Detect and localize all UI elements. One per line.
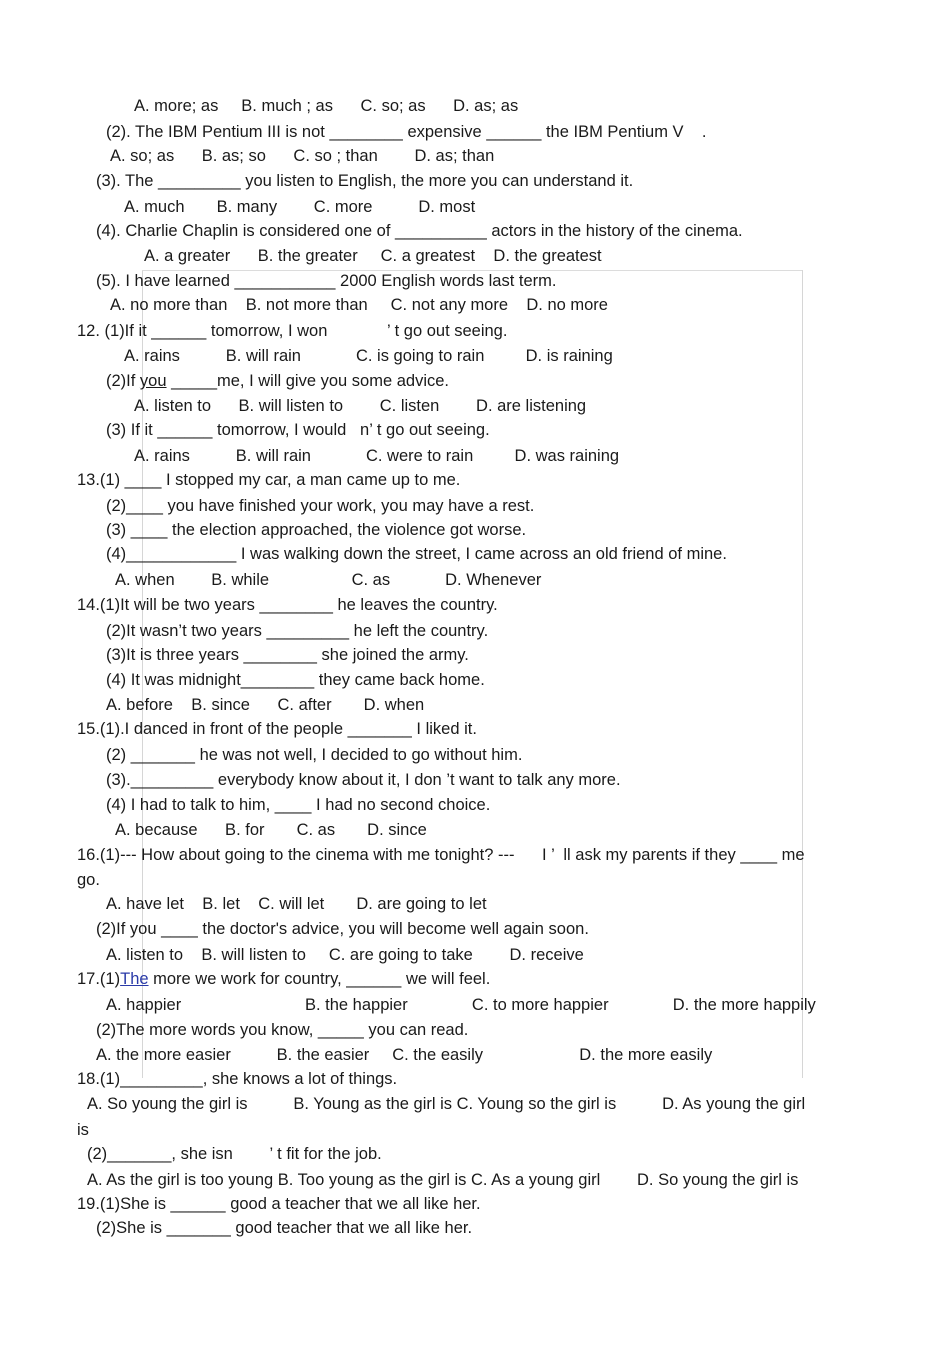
- q11-3-question: (3). The _________ you listen to English, the more you can understand it.: [96, 172, 634, 190]
- q14-1-question: 14.(1)It will be two years ________ he leaves the country.: [77, 596, 498, 614]
- q18-1-options-cont: is: [77, 1121, 89, 1139]
- q13-1-question: 13.(1) ____ I stopped my car, a man came up to me.: [77, 471, 461, 489]
- q12-1-question: 12. (1)If it ______ tomorrow, I won ’ t go out seeing.: [77, 322, 508, 340]
- q18-2-options: A. As the girl is too young B. Too young as the girl is C. As a young girl D. So young the girl is: [87, 1171, 799, 1189]
- q17-1-options: A. happier B. the happier C. to more happier D. the more happily: [106, 996, 816, 1014]
- q12-2-options: A. listen to B. will listen to C. listen D. are listening: [134, 397, 587, 415]
- q11-5-question: (5). I have learned ___________ 2000 English words last term.: [96, 272, 557, 290]
- q14-options: A. before B. since C. after D. when: [106, 696, 425, 714]
- q12-2-question: [106, 371, 449, 391]
- q17-1-underlined-word: The: [120, 970, 149, 988]
- q17-2-question: (2)The more words you know, _____ you can read.: [96, 1021, 469, 1039]
- q15-options: A. because B. for C. as D. since: [115, 821, 427, 839]
- q17-1-question: [77, 969, 490, 989]
- q15-1-question: 15.(1).I danced in front of the people _______ I liked it.: [77, 720, 477, 738]
- q12-3-question: (3) If it ______ tomorrow, I would n’ t go out seeing.: [106, 421, 490, 439]
- q12-2-rest: _____me, I will give you some advice.: [166, 372, 450, 390]
- q13-3-question: (3) ____ the election approached, the violence got worse.: [106, 521, 527, 539]
- q15-4-question: (4) I had to talk to him, ____ I had no second choice.: [106, 796, 491, 814]
- q12-1-options: A. rains B. will rain C. is going to rain D. is raining: [124, 347, 613, 365]
- q14-3-question: (3)It is three years ________ she joined the army.: [106, 646, 469, 664]
- q19-1-question: 19.(1)She is ______ good a teacher that we all like her.: [77, 1195, 481, 1213]
- q11-4-question: (4). Charlie Chaplin is considered one of __________ actors in the history of the cinema.: [96, 222, 743, 240]
- q15-2-question: (2) _______ he was not well, I decided to go without him.: [106, 746, 523, 764]
- q11-1-options: A. more; as B. much ; as C. so; as D. as; as: [134, 97, 519, 115]
- q12-2-underlined-word: you: [139, 372, 167, 390]
- q18-1-question: 18.(1)_________, she knows a lot of things.: [77, 1070, 398, 1088]
- q18-2-question: (2)_______, she isn ’ t fit for the job.: [87, 1145, 382, 1163]
- q17-2-options: A. the more easier B. the easier C. the easily D. the more easily: [96, 1046, 713, 1064]
- q12-3-options: A. rains B. will rain C. were to rain D. was raining: [134, 447, 620, 465]
- q11-3-options: A. much B. many C. more D. most: [124, 198, 476, 216]
- q16-1-question: 16.(1)--- How about going to the cinema with me tonight? --- I ’ ll ask my parents if they ____ me: [77, 846, 805, 864]
- q12-2-prefix: (2)If: [106, 372, 140, 390]
- q16-2-question: (2)If you ____ the doctor's advice, you will become well again soon.: [96, 920, 589, 938]
- q11-2-question: (2). The IBM Pentium III is not ________ expensive ______ the IBM Pentium V .: [106, 123, 707, 141]
- q13-2-question: (2)____ you have finished your work, you may have a rest.: [106, 497, 535, 515]
- q15-3-question: (3)._________ everybody know about it, I don ’t want to talk any more.: [106, 771, 621, 789]
- q11-4-options: A. a greater B. the greater C. a greatest D. the greatest: [144, 247, 602, 265]
- q16-1-options: A. have let B. let C. will let D. are going to let: [106, 895, 487, 913]
- q13-options: A. when B. while C. as D. Whenever: [115, 571, 542, 589]
- scan-artifact-line-right: [802, 270, 803, 1078]
- q17-1-prefix: 17.(1): [77, 970, 121, 988]
- q11-2-options: A. so; as B. as; so C. so ; than D. as; than: [110, 147, 495, 165]
- q18-1-options: A. So young the girl is B. Young as the girl is C. Young so the girl is D. As young the girl: [87, 1095, 806, 1113]
- q11-5-options: A. no more than B. not more than C. not any more D. no more: [110, 296, 608, 314]
- q13-4-question: (4)____________ I was walking down the street, I came across an old friend of mine.: [106, 545, 727, 563]
- q16-1-question-cont: go.: [77, 871, 100, 889]
- q19-2-question: (2)She is _______ good teacher that we all like her.: [96, 1219, 473, 1237]
- q16-2-options: A. listen to B. will listen to C. are going to take D. receive: [106, 946, 584, 964]
- q17-1-rest: more we work for country, ______ we will feel.: [148, 970, 491, 988]
- q14-4-question: (4) It was midnight________ they came back home.: [106, 671, 485, 689]
- q14-2-question: (2)It wasn’t two years _________ he left the country.: [106, 622, 489, 640]
